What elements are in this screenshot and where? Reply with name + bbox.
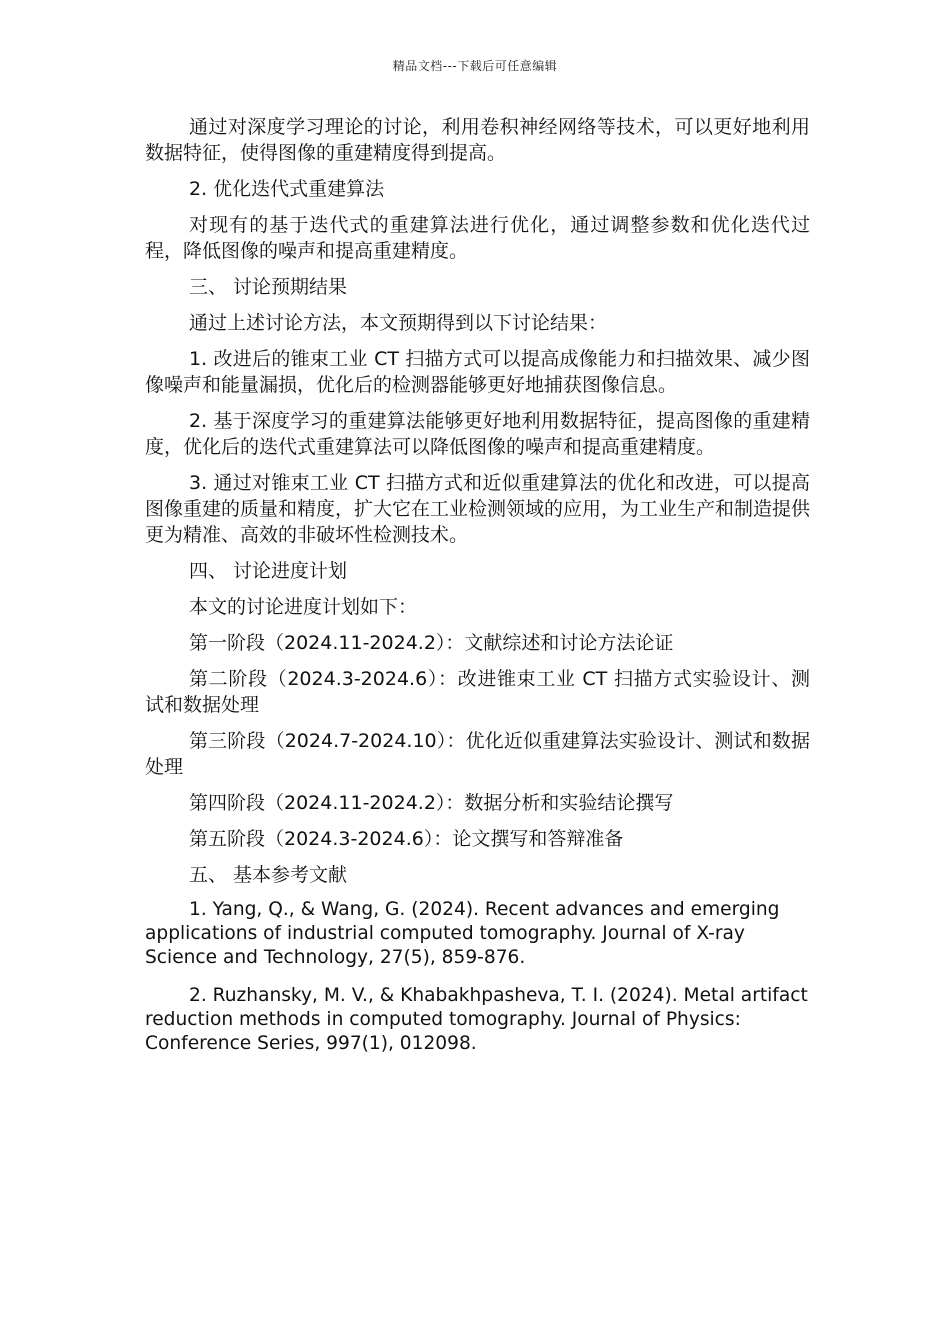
section-heading-schedule: 四、 讨论进度计划 (189, 560, 348, 582)
result-item-2: 2. 基于深度学习的重建算法能够更好地利用数据特征，提高图像的重建精度，优化后的迭代式重建算法可以降低图像的噪声和提高重建精度。 (145, 410, 810, 458)
page-header: 精品文档---下载后可任意编辑 (392, 59, 558, 73)
reference-item-1: 1. Yang, Q., & Wang, G. (2024). Recent advances and emerging applications of industrial computed tomography. Journal of X-ray Science and Technology, 27(5), 859-876. (145, 899, 780, 968)
schedule-phase-1: 第一阶段（2024.11-2024.2）：文献综述和讨论方法论证 (189, 632, 674, 654)
schedule-phase-5: 第五阶段（2024.3-2024.6）：论文撰写和答辩准备 (189, 828, 624, 850)
paragraph-deep-learning-summary: 通过对深度学习理论的讨论，利用卷积神经网络等技术，可以更好地利用数据特征，使得图像的重建精度得到提高。 (145, 116, 810, 164)
schedule-phase-2: 第二阶段（2024.3-2024.6）：改进锥束工业 CT 扫描方式实验设计、测试和数据处理 (145, 668, 810, 716)
reference-item-2: 2. Ruzhansky, M. V., & Khabakhpasheva, T. I. (2024). Metal artifact reduction methods in computed tomography. Journal of Physics: Conference Series, 997(1), 012098. (145, 985, 808, 1054)
schedule-phase-4: 第四阶段（2024.11-2024.2）：数据分析和实验结论撰写 (189, 792, 674, 814)
schedule-phase-3: 第三阶段（2024.7-2024.10）：优化近似重建算法实验设计、测试和数据处理 (145, 730, 810, 778)
paragraph-iterative-optimization: 对现有的基于迭代式的重建算法进行优化，通过调整参数和优化迭代过程，降低图像的噪声和提高重建精度。 (145, 214, 810, 262)
document-body (145, 114, 810, 1070)
paragraph-expected-results-intro: 通过上述讨论方法，本文预期得到以下讨论结果： (189, 312, 608, 334)
result-item-3: 3. 通过对锥束工业 CT 扫描方式和近似重建算法的优化和改进，可以提高图像重建的质量和精度，扩大它在工业检测领域的应用，为工业生产和制造提供更为精准、高效的非破坏性检测技术。 (145, 472, 811, 546)
result-item-1: 1. 改进后的锥束工业 CT 扫描方式可以提高成像能力和扫描效果、减少图像噪声和能量漏损，优化后的检测器能够更好地捕获图像信息。 (145, 348, 810, 396)
section-heading-references: 五、 基本参考文献 (189, 864, 348, 886)
section-heading-expected-results: 三、 讨论预期结果 (189, 276, 348, 298)
paragraph-schedule-intro: 本文的讨论进度计划如下： (189, 596, 418, 618)
subheading-iterative-reconstruction: 2. 优化迭代式重建算法 (189, 178, 385, 200)
